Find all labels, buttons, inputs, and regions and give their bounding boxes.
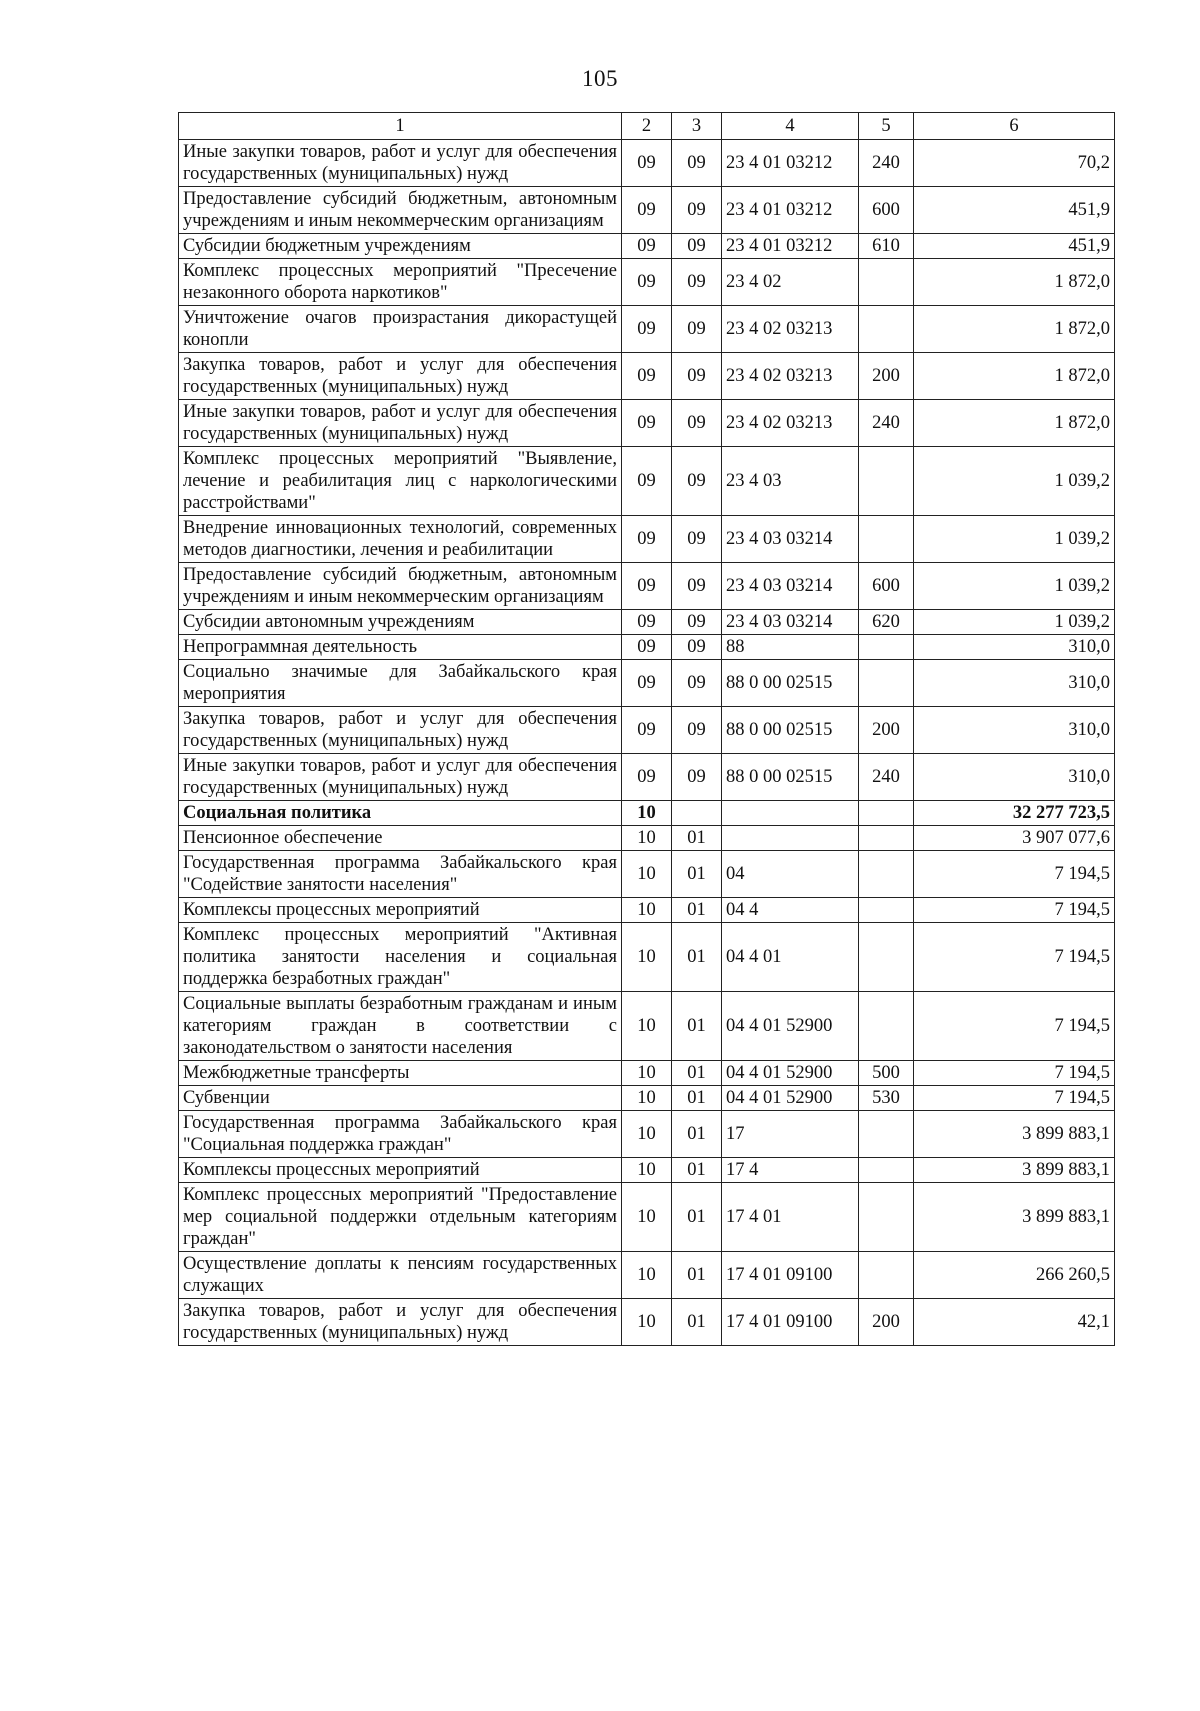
row-name: Государственная программа Забайкальского края "Социальная поддержка граждан" — [179, 1111, 622, 1158]
row-amount: 451,9 — [914, 234, 1115, 259]
row-amount: 451,9 — [914, 187, 1115, 234]
table-row — [179, 234, 1115, 259]
table-row — [179, 1252, 1115, 1299]
row-amount: 3 899 883,1 — [914, 1183, 1115, 1252]
row-expense-type — [859, 1252, 914, 1299]
row-amount: 310,0 — [914, 660, 1115, 707]
row-section: 09 — [622, 353, 672, 400]
row-name: Комплекс процессных мероприятий "Пресечение незаконного оборота наркотиков" — [179, 259, 622, 306]
row-name: Комплекс процессных мероприятий "Активная политика занятости населения и социальная поддержка безработных граждан" — [179, 923, 622, 992]
row-amount: 310,0 — [914, 707, 1115, 754]
row-section: 10 — [622, 898, 672, 923]
row-amount: 1 039,2 — [914, 610, 1115, 635]
row-name: Внедрение инновационных технологий, современных методов диагностики, лечения и реабилитации — [179, 516, 622, 563]
row-target-article: 04 4 01 52900 — [722, 992, 859, 1061]
table-row — [179, 187, 1115, 234]
row-target-article: 23 4 03 03214 — [722, 610, 859, 635]
row-amount: 3 907 077,6 — [914, 826, 1115, 851]
row-section: 10 — [622, 1183, 672, 1252]
row-expense-type: 200 — [859, 707, 914, 754]
row-subsection: 09 — [672, 635, 722, 660]
row-section: 09 — [622, 400, 672, 447]
row-name: Закупка товаров, работ и услуг для обеспечения государственных (муниципальных) нужд — [179, 707, 622, 754]
row-section: 09 — [622, 306, 672, 353]
row-subsection: 01 — [672, 851, 722, 898]
row-name: Иные закупки товаров, работ и услуг для обеспечения государственных (муниципальных) нужд — [179, 400, 622, 447]
row-amount: 1 872,0 — [914, 400, 1115, 447]
row-name: Непрограммная деятельность — [179, 635, 622, 660]
row-section: 10 — [622, 1158, 672, 1183]
row-section: 10 — [622, 1111, 672, 1158]
row-section: 09 — [622, 140, 672, 187]
table-row — [179, 1111, 1115, 1158]
row-section: 10 — [622, 1086, 672, 1111]
row-section: 10 — [622, 1299, 672, 1346]
row-expense-type: 600 — [859, 187, 914, 234]
row-expense-type — [859, 801, 914, 826]
row-section: 09 — [622, 447, 672, 516]
row-expense-type: 200 — [859, 353, 914, 400]
table-row — [179, 1158, 1115, 1183]
row-amount: 32 277 723,5 — [914, 801, 1115, 826]
row-subsection: 09 — [672, 259, 722, 306]
row-target-article: 23 4 02 03213 — [722, 353, 859, 400]
row-expense-type — [859, 306, 914, 353]
table-row — [179, 801, 1115, 826]
row-subsection: 09 — [672, 754, 722, 801]
row-amount: 266 260,5 — [914, 1252, 1115, 1299]
row-section: 10 — [622, 826, 672, 851]
row-subsection: 09 — [672, 563, 722, 610]
row-name: Пенсионное обеспечение — [179, 826, 622, 851]
row-target-article: 04 4 01 52900 — [722, 1061, 859, 1086]
row-subsection: 09 — [672, 447, 722, 516]
row-subsection — [672, 801, 722, 826]
row-expense-type — [859, 1111, 914, 1158]
row-section: 10 — [622, 1061, 672, 1086]
table-row — [179, 707, 1115, 754]
row-expense-type — [859, 660, 914, 707]
row-subsection: 01 — [672, 1111, 722, 1158]
row-subsection: 09 — [672, 234, 722, 259]
row-section: 09 — [622, 234, 672, 259]
row-target-article: 23 4 01 03212 — [722, 234, 859, 259]
table-row — [179, 516, 1115, 563]
row-section: 09 — [622, 635, 672, 660]
row-amount: 7 194,5 — [914, 1086, 1115, 1111]
row-subsection: 01 — [672, 1061, 722, 1086]
row-expense-type — [859, 635, 914, 660]
row-subsection: 01 — [672, 1252, 722, 1299]
row-name: Субсидии бюджетным учреждениям — [179, 234, 622, 259]
row-subsection: 09 — [672, 660, 722, 707]
header-cell-5: 5 — [859, 113, 914, 140]
row-target-article: 17 4 01 09100 — [722, 1252, 859, 1299]
row-target-article: 04 4 — [722, 898, 859, 923]
budget-table — [178, 112, 1115, 1346]
row-target-article — [722, 826, 859, 851]
row-name: Комплекс процессных мероприятий "Предоставление мер социальной поддержки отдельным категориям граждан" — [179, 1183, 622, 1252]
row-subsection: 09 — [672, 516, 722, 563]
row-target-article: 17 4 — [722, 1158, 859, 1183]
row-amount: 310,0 — [914, 754, 1115, 801]
row-target-article: 04 — [722, 851, 859, 898]
row-name: Закупка товаров, работ и услуг для обеспечения государственных (муниципальных) нужд — [179, 1299, 622, 1346]
row-name: Социально значимые для Забайкальского края мероприятия — [179, 660, 622, 707]
row-expense-type — [859, 447, 914, 516]
row-name: Осуществление доплаты к пенсиям государственных служащих — [179, 1252, 622, 1299]
row-subsection: 09 — [672, 400, 722, 447]
table-row — [179, 1183, 1115, 1252]
row-name: Субсидии автономным учреждениям — [179, 610, 622, 635]
row-subsection: 01 — [672, 1299, 722, 1346]
row-expense-type: 240 — [859, 754, 914, 801]
row-amount: 7 194,5 — [914, 898, 1115, 923]
header-cell-4: 4 — [722, 113, 859, 140]
row-amount: 310,0 — [914, 635, 1115, 660]
row-amount: 7 194,5 — [914, 1061, 1115, 1086]
row-target-article: 23 4 03 — [722, 447, 859, 516]
table-row — [179, 306, 1115, 353]
header-cell-2: 2 — [622, 113, 672, 140]
row-section: 09 — [622, 707, 672, 754]
row-expense-type — [859, 1183, 914, 1252]
row-target-article: 88 0 00 02515 — [722, 660, 859, 707]
row-section: 09 — [622, 259, 672, 306]
row-section: 10 — [622, 851, 672, 898]
row-amount: 1 039,2 — [914, 447, 1115, 516]
row-subsection: 01 — [672, 923, 722, 992]
table-row — [179, 400, 1115, 447]
row-name: Государственная программа Забайкальского края "Содействие занятости населения" — [179, 851, 622, 898]
row-name: Предоставление субсидий бюджетным, автономным учреждениям и иным некоммерческим организациям — [179, 187, 622, 234]
row-section: 09 — [622, 516, 672, 563]
row-subsection: 01 — [672, 826, 722, 851]
row-expense-type — [859, 898, 914, 923]
table-row — [179, 140, 1115, 187]
row-amount: 42,1 — [914, 1299, 1115, 1346]
row-name: Иные закупки товаров, работ и услуг для обеспечения государственных (муниципальных) нужд — [179, 754, 622, 801]
row-amount: 7 194,5 — [914, 851, 1115, 898]
row-target-article: 23 4 02 03213 — [722, 306, 859, 353]
row-name: Комплекс процессных мероприятий "Выявление, лечение и реабилитация лиц с наркологическими расстройствами" — [179, 447, 622, 516]
row-expense-type: 530 — [859, 1086, 914, 1111]
row-target-article: 17 — [722, 1111, 859, 1158]
row-target-article: 04 4 01 — [722, 923, 859, 992]
row-expense-type: 500 — [859, 1061, 914, 1086]
table-row — [179, 259, 1115, 306]
row-section: 10 — [622, 1252, 672, 1299]
row-name: Закупка товаров, работ и услуг для обеспечения государственных (муниципальных) нужд — [179, 353, 622, 400]
row-expense-type — [859, 992, 914, 1061]
row-target-article: 23 4 03 03214 — [722, 516, 859, 563]
row-name: Социальная политика — [179, 801, 622, 826]
row-subsection: 09 — [672, 187, 722, 234]
row-expense-type: 200 — [859, 1299, 914, 1346]
row-subsection: 09 — [672, 140, 722, 187]
row-target-article: 23 4 03 03214 — [722, 563, 859, 610]
row-subsection: 09 — [672, 610, 722, 635]
row-section: 09 — [622, 754, 672, 801]
row-expense-type: 600 — [859, 563, 914, 610]
page-number: 105 — [582, 66, 618, 91]
row-section: 10 — [622, 801, 672, 826]
row-name: Социальные выплаты безработным гражданам и иным категориям граждан в соответствии с законодательством о занятости населения — [179, 992, 622, 1061]
table-row — [179, 353, 1115, 400]
header-cell-6: 6 — [914, 113, 1115, 140]
table-row — [179, 754, 1115, 801]
row-subsection: 01 — [672, 992, 722, 1061]
row-subsection: 01 — [672, 1158, 722, 1183]
table-row — [179, 898, 1115, 923]
row-subsection: 01 — [672, 898, 722, 923]
row-name: Иные закупки товаров, работ и услуг для обеспечения государственных (муниципальных) нужд — [179, 140, 622, 187]
row-target-article: 88 0 00 02515 — [722, 707, 859, 754]
row-amount: 7 194,5 — [914, 992, 1115, 1061]
table-row — [179, 851, 1115, 898]
row-target-article — [722, 801, 859, 826]
row-target-article: 88 — [722, 635, 859, 660]
row-section: 09 — [622, 563, 672, 610]
row-target-article: 23 4 01 03212 — [722, 187, 859, 234]
row-expense-type: 240 — [859, 400, 914, 447]
table-row — [179, 826, 1115, 851]
row-name: Комплексы процессных мероприятий — [179, 1158, 622, 1183]
row-expense-type — [859, 923, 914, 992]
row-name: Предоставление субсидий бюджетным, автономным учреждениям и иным некоммерческим организациям — [179, 563, 622, 610]
row-name: Межбюджетные трансферты — [179, 1061, 622, 1086]
table-row — [179, 992, 1115, 1061]
row-amount: 1 872,0 — [914, 353, 1115, 400]
row-amount: 7 194,5 — [914, 923, 1115, 992]
row-subsection: 01 — [672, 1086, 722, 1111]
header-cell-3: 3 — [672, 113, 722, 140]
row-section: 09 — [622, 187, 672, 234]
header-row — [179, 113, 1115, 140]
table-row — [179, 635, 1115, 660]
row-target-article: 23 4 01 03212 — [722, 140, 859, 187]
row-expense-type — [859, 259, 914, 306]
row-section: 10 — [622, 923, 672, 992]
row-target-article: 17 4 01 09100 — [722, 1299, 859, 1346]
row-target-article: 23 4 02 — [722, 259, 859, 306]
row-subsection: 09 — [672, 707, 722, 754]
row-section: 10 — [622, 992, 672, 1061]
row-amount: 70,2 — [914, 140, 1115, 187]
row-subsection: 09 — [672, 306, 722, 353]
table-row — [179, 660, 1115, 707]
table-row — [179, 1299, 1115, 1346]
row-amount: 1 872,0 — [914, 306, 1115, 353]
row-amount: 3 899 883,1 — [914, 1111, 1115, 1158]
row-subsection: 09 — [672, 353, 722, 400]
table-row — [179, 1086, 1115, 1111]
row-subsection: 01 — [672, 1183, 722, 1252]
row-section: 09 — [622, 660, 672, 707]
row-expense-type: 240 — [859, 140, 914, 187]
row-expense-type — [859, 851, 914, 898]
row-expense-type — [859, 1158, 914, 1183]
row-amount: 3 899 883,1 — [914, 1158, 1115, 1183]
row-expense-type: 620 — [859, 610, 914, 635]
row-expense-type — [859, 516, 914, 563]
table-row — [179, 1061, 1115, 1086]
row-name: Комплексы процессных мероприятий — [179, 898, 622, 923]
row-amount: 1 039,2 — [914, 516, 1115, 563]
table-body — [179, 140, 1115, 1346]
row-expense-type — [859, 826, 914, 851]
row-target-article: 88 0 00 02515 — [722, 754, 859, 801]
row-amount: 1 872,0 — [914, 259, 1115, 306]
row-name: Уничтожение очагов произрастания дикорастущей конопли — [179, 306, 622, 353]
row-target-article: 17 4 01 — [722, 1183, 859, 1252]
header-cell-1: 1 — [179, 113, 622, 140]
row-target-article: 23 4 02 03213 — [722, 400, 859, 447]
table-row — [179, 447, 1115, 516]
row-amount: 1 039,2 — [914, 563, 1115, 610]
row-section: 09 — [622, 610, 672, 635]
table-row — [179, 563, 1115, 610]
table-row — [179, 923, 1115, 992]
row-expense-type: 610 — [859, 234, 914, 259]
row-name: Субвенции — [179, 1086, 622, 1111]
row-target-article: 04 4 01 52900 — [722, 1086, 859, 1111]
table-row — [179, 610, 1115, 635]
